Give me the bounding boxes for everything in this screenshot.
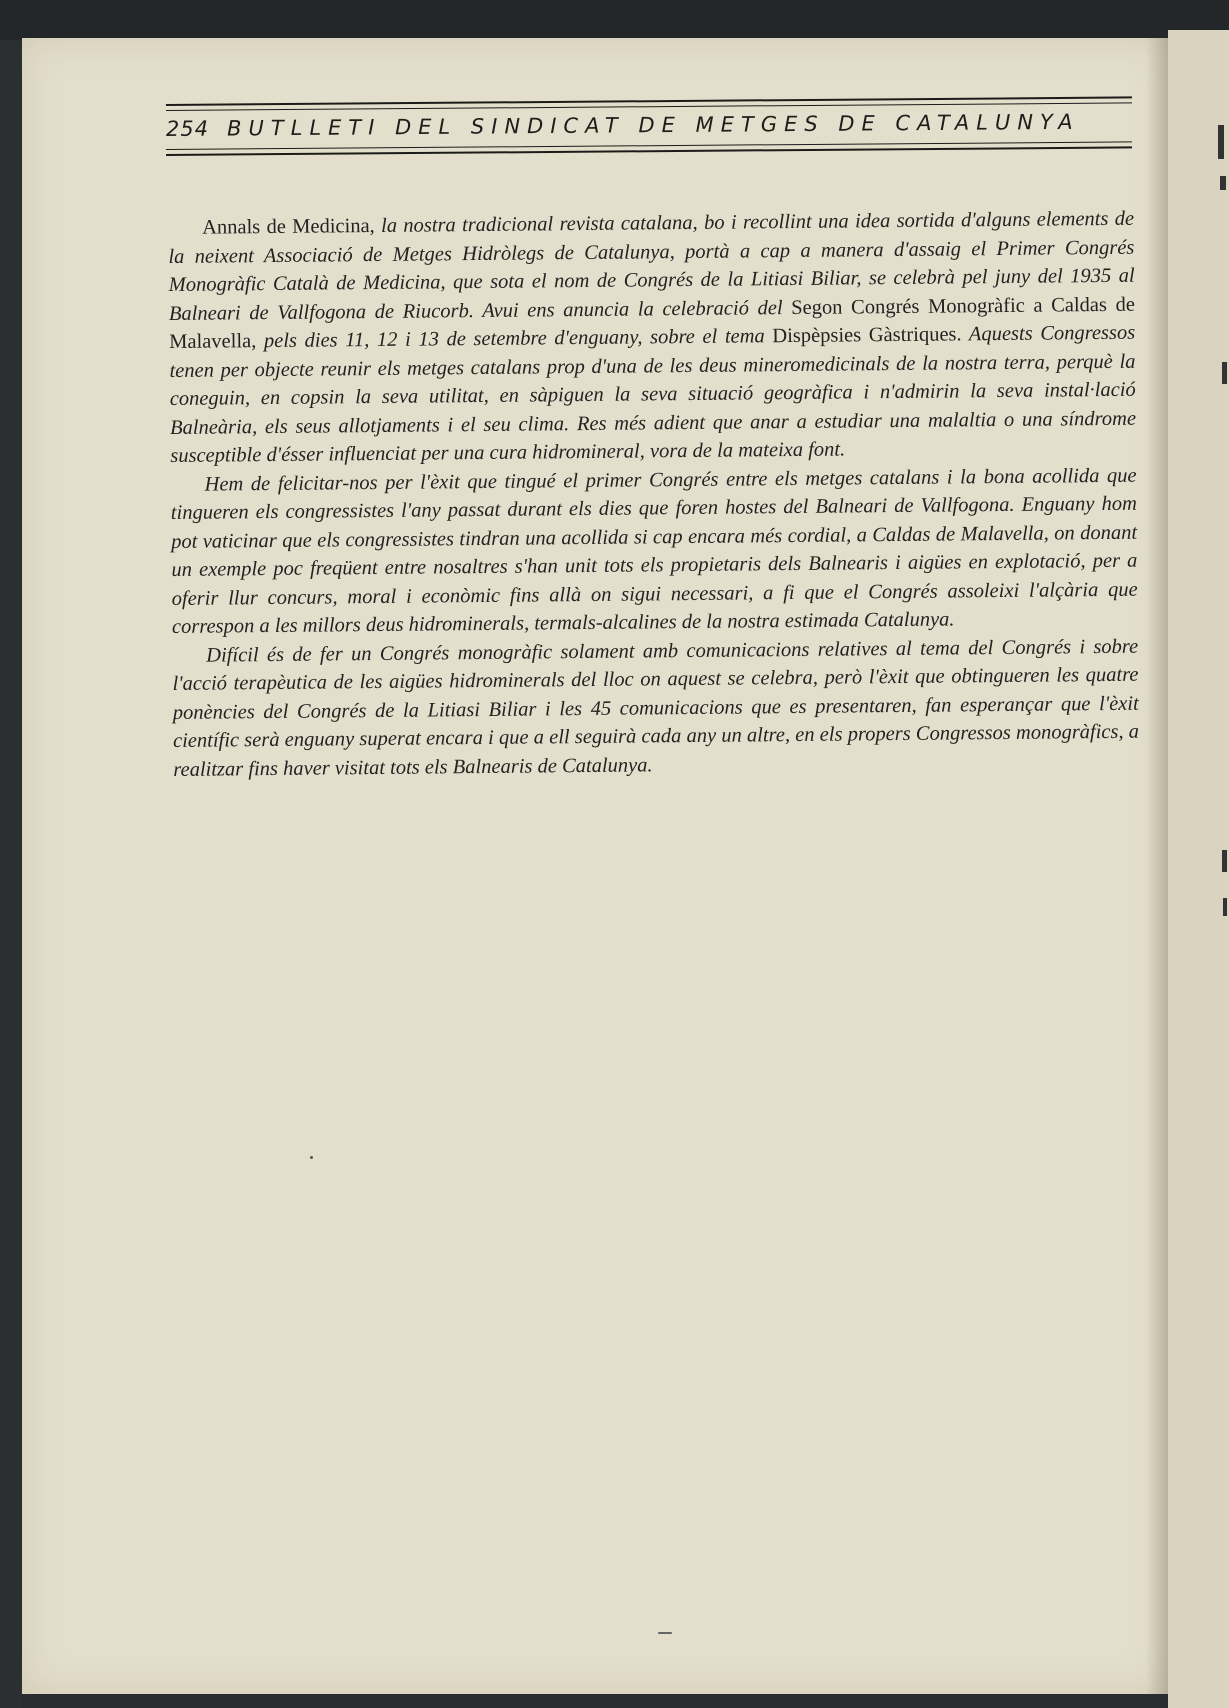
adjacent-page-mark [1218, 125, 1224, 159]
paragraph-1 [168, 205, 1136, 471]
congress-theme: Dispèpsies Gàstriques. [772, 323, 962, 348]
adjacent-page-mark [1222, 362, 1227, 384]
scanner-bed-top [0, 0, 1229, 40]
journal-name: Annals de Medicina, [202, 215, 375, 239]
paper-speck [658, 1632, 672, 1634]
running-head-line [166, 109, 1132, 141]
adjacent-page-mark [1222, 850, 1227, 872]
paragraph-2: Hem de felicitar-nos per l'èxit que tingué el primer Congrés entre els metges catalans i la bona acollida que tingueren els congressistes l'any passat durant els dies que foren hostes del Balneari de Vallfogona. Enguany hom pot vaticinar que els congressistes tindran una acollida si cap encara més cordial, a Caldas de Malavella, on donant un exemple poc freqüent entre nosaltres s'han unit tots els propietaris dels Balnearis i aigües en explotació, per a oferir llur concurs, moral i econòmic fins allà on sigui necessari, a fi que el Congrés assoleixi l'alçària que correspon a les millors deus hidrominerals, termals-alcalines de la nostra estimada Catalunya. [170, 464, 1138, 638]
page-number: 254 [165, 116, 210, 141]
header-rule-bottom [166, 141, 1132, 156]
paragraph-1-text-c: Aquests Congressos tenen per objecte reunir els metges catalans prop d'una de les deus mineromedicinals de la nostra terra, perquè la coneguin, en copsin la seva utilitat, en sàpiguen la seva situació geogràfica i n'admirin la seva instal·lació Balneària, els seus allotjaments i el seu clima. Res més adient que anar a estudiar una malaltia o una síndrome susceptible d'ésser influenciat per una cura hidromineral, vora de la mateixa font. [169, 321, 1137, 467]
adjacent-page-mark [1223, 898, 1227, 916]
scanner-bed-left [0, 40, 22, 1708]
paragraph-1-text-a: la nostra tradicional revista catalana, bo i recollint una idea sortida d'alguns elements de la neixent Associació de Metges Hidròlegs de Catalunya, portà a cap a manera d'assaig el Primer Congrés Monogràfic Català de Medicina, que sota el nom de Congrés de la Litiasi Biliar, se celebrà pel juny del 1935 al Balneari de Vallfogona de Riucorb. Avui ens anuncia la celebració del [168, 207, 1135, 325]
adjacent-page-mark [1220, 176, 1226, 190]
running-header [166, 104, 1132, 156]
running-title: BUTLLETI DEL SINDICAT DE METGES DE CATALUNYA [226, 109, 1080, 141]
adjacent-page-edge [1168, 30, 1229, 1708]
congress-name: Segon Congrés Monogràfic a Caldas de Malavella, [169, 293, 1136, 353]
paper-speck [310, 1156, 313, 1159]
page-gutter-shadow [1146, 38, 1168, 1694]
article-body [168, 205, 1139, 784]
paragraph-3: Difícil és de fer un Congrés monogràfic solament amb comunicacions relatives al tema del Congrés i sobre l'acció terapèutica de les aigües hidrominerals del lloc on aquest se celebra, però l'èxit que obtingueren les quatre ponències del Congrés de la Litiasi Biliar i les 45 comunicacions que es presentaren, fan esperançar que l'èxit científic serà enguany superat encara i que a ell seguirà cada any un altre, en els propers Congressos monogràfics, a realitzar fins haver visitat tots els Balnearis de Catalunya. [172, 635, 1140, 781]
paragraph-1-text-b: pels dies 11, 12 i 13 de setembre d'enguany, sobre el tema [256, 325, 773, 353]
